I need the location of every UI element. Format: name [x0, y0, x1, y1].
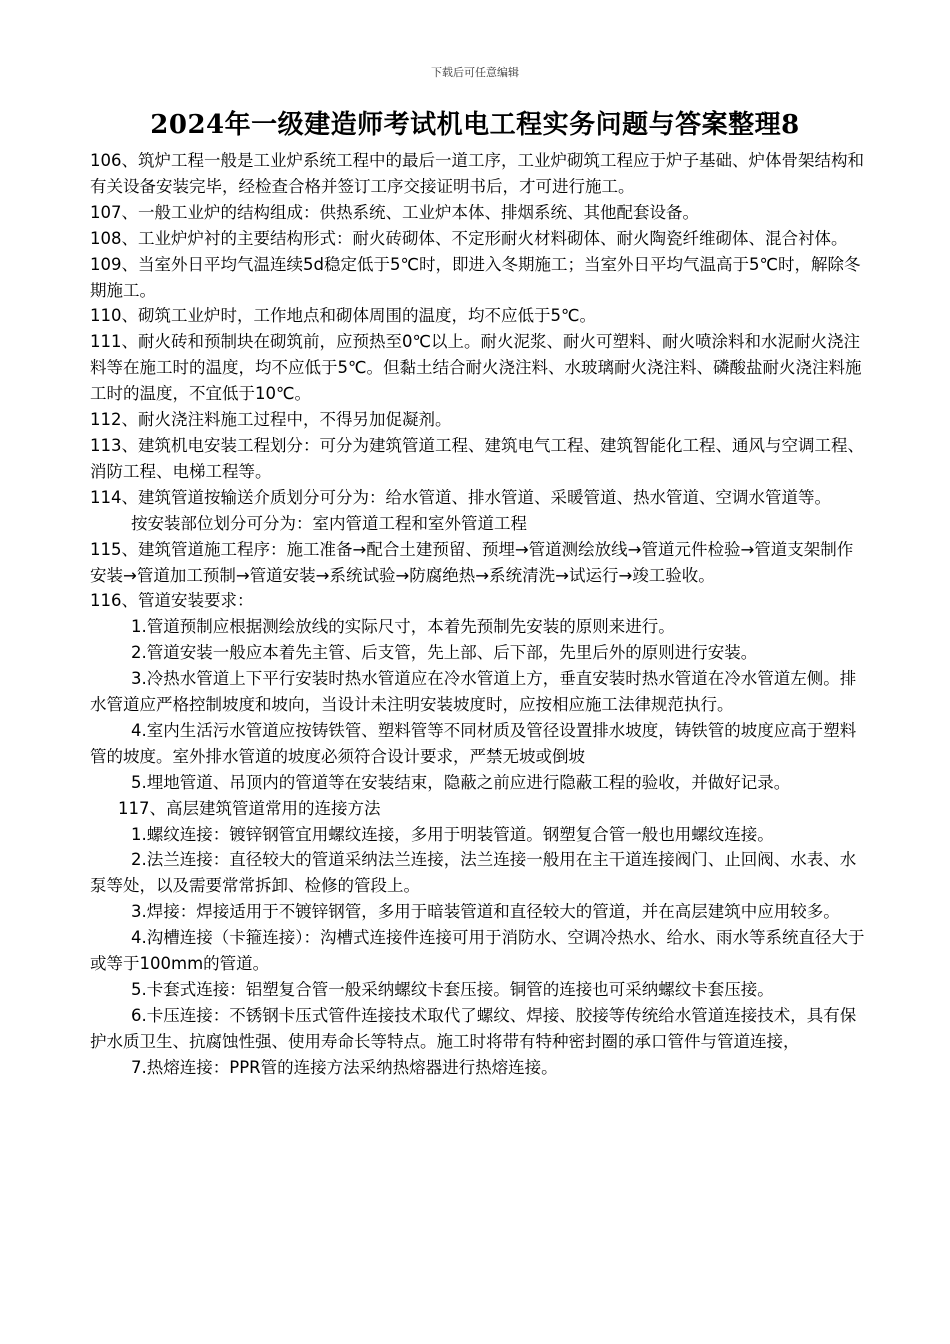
document-body — [90, 148, 865, 1081]
list-item-116-5: 5.埋地管道、吊顶内的管道等在安装结束，隐蔽之前应进行隐蔽工程的验收，并做好记录。 — [131, 772, 791, 792]
paragraph-113: 113、建筑机电安装工程划分：可分为建筑管道工程、建筑电气工程、建筑智能化工程、通风与空调工程、消防工程、电梯工程等。 — [90, 435, 864, 481]
paragraph-115: 115、建筑管道施工程序：施工准备→配合土建预留、预埋→管道测绘放线→管道元件检验→管道支架制作安装→管道加工预制→管道安装→系统试验→防腐绝热→系统清洗→试运行→竣工验收。 — [90, 539, 854, 585]
list-item-116-4: 4.室内生活污水管道应按铸铁管、塑料管等不同材质及管径设置排水坡度，铸铁管的坡度应高于塑料管的坡度。室外排水管道的坡度必须符合设计要求，严禁无坡或倒坡 — [90, 720, 857, 766]
page-title: 2024年一级建造师考试机电工程实务问题与答案整理8 — [150, 110, 800, 140]
list-item-116-1: 1.管道预制应根据测绘放线的实际尺寸，本着先预制先安装的原则来进行。 — [131, 617, 675, 637]
paragraph-109: 109、当室外日平均气温连续5d稳定低于5℃时，即进入冬期施工；当室外日平均气温高于5℃时，解除冬期施工。 — [90, 254, 861, 300]
paragraph-106: 106、筑炉工程一般是工业炉系统工程中的最后一道工序，工业炉砌筑工程应于炉子基础、炉体骨架结构和有关设备安装完毕，经检查合格并签订工序交接证明书后，才可进行施工。 — [90, 151, 864, 196]
paragraph-107: 107、一般工业炉的结构组成：供热系统、工业炉本体、排烟系统、其他配套设备。 — [90, 202, 699, 222]
paragraph-114-sub: 按安装部位划分可分为：室内管道工程和室外管道工程 — [131, 513, 527, 533]
list-item-117-4: 4.沟槽连接（卡箍连接）：沟槽式连接件连接可用于消防水、空调冷热水、给水、雨水等系统直径大于或等于100mm的管道。 — [90, 928, 865, 974]
list-item-116-3: 3.冷热水管道上下平行安装时热水管道应在冷水管道上方，垂直安装时热水管道在冷水管道左侧。排水管道应严格控制坡度和坡向，当设计未注明安装坡度时，应按相应施工法律规范执行。 — [90, 669, 857, 715]
paragraph-114: 114、建筑管道按输送介质划分可分为：给水管道、排水管道、采暖管道、热水管道、空调水管道等。 — [90, 487, 831, 507]
paragraph-110: 110、砌筑工业炉时，工作地点和砌体周围的温度，均不应低于5℃。 — [90, 306, 597, 326]
list-item-117-6: 6.卡压连接：不锈钢卡压式管件连接技术取代了螺纹、焊接、胶接等传统给水管道连接技术，具有保护水质卫生、抗腐蚀性强、使用寿命长等特点。施工时将带有特种密封圈的承口管件与管道连接， — [90, 1005, 857, 1051]
paragraph-111: 111、耐火砖和预制块在砌筑前，应预热至0℃以上。耐火泥浆、耐火可塑料、耐火喷涂料和水泥耐火浇注料等在施工时的温度，均不应低于5℃。但黏土结合耐火浇注料、水玻璃耐火浇注料、磷酸盐耐火浇注料施工时的温度，不宜低于10℃。 — [90, 332, 862, 404]
list-item-117-1: 1.螺纹连接：镀锌钢管宜用螺纹连接，多用于明装管道。钢塑复合管一般也用螺纹连接。 — [131, 824, 774, 844]
list-item-117-2: 2.法兰连接：直径较大的管道采纳法兰连接，法兰连接一般用在主干道连接阀门、止回阀、水表、水泵等处，以及需要常常拆卸、检修的管段上。 — [90, 850, 857, 896]
paragraph-112: 112、耐火浇注料施工过程中，不得另加促凝剂。 — [90, 410, 452, 430]
paragraph-108: 108、工业炉炉衬的主要结构形式：耐火砖砌体、不定形耐火材料砌体、耐火陶瓷纤维砌体、混合衬体。 — [90, 228, 848, 248]
list-item-117-7: 7.热熔连接：PPR管的连接方法采纳热熔器进行热熔连接。 — [131, 1057, 558, 1077]
paragraph-117: 117、高层建筑管道常用的连接方法 — [118, 798, 381, 818]
paragraph-116: 116、管道安装要求： — [90, 591, 254, 611]
list-item-117-5: 5.卡套式连接：铝塑复合管一般采纳螺纹卡套压接。铜管的连接也可采纳螺纹卡套压接。 — [131, 980, 774, 999]
list-item-117-3: 3.焊接：焊接适用于不镀锌钢管，多用于暗装管道和直径较大的管道，并在高层建筑中应用较多。 — [131, 902, 840, 922]
list-item-116-2: 2.管道安装一般应本着先主管、后支管，先上部、后下部，先里后外的原则进行安装。 — [131, 643, 758, 663]
header-note: 下载后可任意编辑 — [431, 66, 519, 79]
